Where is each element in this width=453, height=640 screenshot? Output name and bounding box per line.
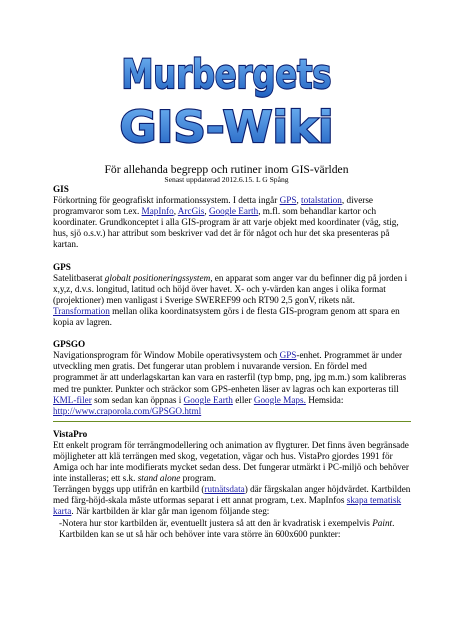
section-heading: VistaPro [53, 428, 88, 439]
link-totalstation[interactable]: totalstation [301, 195, 342, 206]
link-kml-files[interactable]: KML-filer [53, 394, 92, 405]
section-text: -Notera hur stor kartbilden är, eventuellt justera så att den är kvadratisk i exempelvis Paint. Kartbilden kan se ut så här och behöver inte vara större än 600x600 punkter: [59, 517, 395, 539]
link-skapa-tematisk-karta[interactable]: skapa tematisk karta [53, 495, 402, 517]
link-google-maps[interactable]: Google Maps. [253, 394, 306, 405]
section-gis [53, 184, 411, 251]
section-text: Ett enkelt program för terrängmodellering och animation av flygturer. Det finns även begränsade möjligheter att klä terrängen med skog, vegetation, vägar och hus. VistaPro gjordes 1991 för Amiga och har inte modifierats mycket sedan dess. Det fungerar utmärkt i PC-miljö och behöver inte installeras; ett s.k. stand alone program. [53, 439, 409, 484]
link-arcgis[interactable]: ArcGis [177, 206, 205, 217]
section-gpsgo [53, 339, 411, 417]
link-gpsgo-homepage[interactable]: http://www.craporola.com/GPSGO.html [53, 405, 202, 416]
logo-line-2: GIS-Wiki [119, 102, 334, 153]
link-google-earth[interactable]: Google Earth [183, 394, 233, 405]
wiki-logo [0, 48, 453, 153]
link-rutnatsdata[interactable]: rutnätsdata [204, 484, 245, 495]
last-updated: Senast uppdaterad 2012.6.15. L G Spång [164, 175, 289, 184]
section-vistapro [53, 429, 411, 540]
wiki-content [53, 184, 411, 540]
section-heading: GPSGO [53, 339, 86, 350]
section-heading: GPS [53, 261, 71, 272]
link-mapinfo[interactable]: MapInfo [141, 206, 174, 217]
link-transformation[interactable]: Transformation [53, 305, 110, 316]
link-gps[interactable]: GPS [279, 195, 297, 206]
section-heading: GIS [53, 184, 69, 194]
section-text: Terrängen byggs upp utifrån en kartbild (rutnätsdata) där färgskalan anger höjdvärdet. Kartbilden med färg-höjd-skala måste utformas separat i ett annat program, t.ex. MapInfos skapa tematisk karta. När kartbilden är klar går man igenom följande steg: [53, 484, 411, 517]
section-text: Satelitbaserat globalt positioneringssystem, en apparat som anger var du befinner dig på jorden i x,y,z, d.v.s. longitud, latitud och höjd över havet. X- och y-värden kan anges i olika format (projektioner) men vanligast i Sverige SWEREF99 och RT90 2,5 gonV, rikets nät. Transformation mellan olika koordinatsystem görs i de flesta GIS-program genom att spara en kopia av lagren. [53, 272, 408, 328]
section-text: Navigationsprogram för Window Mobile operativsystem och GPS-enhet. Programmet är under utveckling men gratis. Det fungerar utan problem i nuvarande version. En fördel med programmet är att underlagskartan kan vara en rasterfil (typ bmp, png, jpg m.m.) som kalibreras med tre punkter. Punkter och sträckor som GPS-enheten läser av lagras och kan exporteras till KML-filer som sedan kan öppnas i Google Earth eller Google Maps. Hemsida: http://www.craporola.com/GPSGO.html [53, 350, 407, 416]
link-gps[interactable]: GPS [279, 350, 297, 361]
page-subtitle: För allehanda begrepp och rutiner inom GIS-världen [104, 163, 349, 176]
link-google-earth[interactable]: Google Earth [208, 206, 259, 217]
section-gps [53, 262, 411, 329]
section-text: Förkortning för geografiskt informationssystem. I detta ingår GPS, totalstation, diverse programvaror som t.ex. MapInfo, ArcGis, Google Earth, m.fl. som behandlar kartor och koordinater. Grundkonceptet i alla GIS-program är att varje objekt med koordinater (väg, stig, hus, sjö o.s.v.) har attribut som beskriver vad det är för något och hur det ska presenteras på kartan. [53, 195, 399, 250]
logo-line-1: Murbergets [121, 52, 332, 98]
section-divider [53, 421, 411, 422]
